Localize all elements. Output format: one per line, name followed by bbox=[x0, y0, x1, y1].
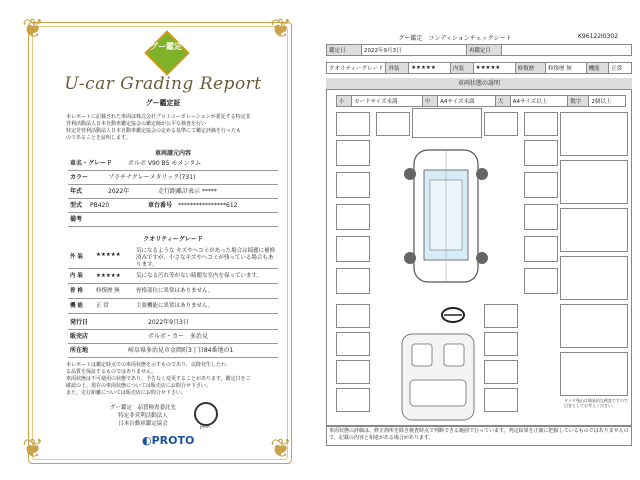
ornament-icon: ❦ bbox=[270, 14, 292, 44]
intro-line: のであることを証明します。 bbox=[66, 135, 131, 141]
footer-line: る品質を保証するものではありません。 bbox=[66, 369, 157, 375]
panel-box bbox=[336, 360, 370, 384]
bottom-note: 車両状態の評価は、修正箇所を除き検査時点で判断できる範囲で行っています。判定結果を正確に把握しているものではありませんので、記載の内容と相違がある場合があります。 bbox=[326, 426, 632, 446]
ornament-icon: ❦ bbox=[270, 434, 292, 464]
panel-box bbox=[336, 304, 370, 328]
grade-label: クオリティーグレード bbox=[327, 63, 386, 74]
panel-box bbox=[560, 112, 628, 156]
grade-value: ★★★★★ bbox=[409, 63, 451, 74]
row-key: 備考 bbox=[70, 216, 83, 223]
certificate-label: グー鑑定証 bbox=[145, 99, 181, 107]
panel-box bbox=[560, 352, 628, 396]
explain-title: 車両状態の説明 bbox=[326, 78, 632, 90]
section-vehicle: 車両請元内容 bbox=[154, 150, 191, 157]
row-value: ボルボ V90 B5 モメンタム bbox=[128, 160, 202, 167]
issue-row bbox=[68, 331, 278, 344]
vehicle-row bbox=[68, 158, 278, 171]
grade-key: 修復歴 bbox=[515, 63, 545, 74]
panel-box bbox=[484, 388, 518, 412]
recheck-value bbox=[502, 45, 632, 56]
scale-value: 2個以上 bbox=[589, 96, 626, 107]
row-key: 内 装 bbox=[70, 273, 83, 279]
scale-value: A4サイズ以上 bbox=[510, 96, 568, 107]
panel-box bbox=[336, 332, 370, 356]
panel-box bbox=[336, 388, 370, 412]
row-key: 型式 bbox=[70, 202, 83, 209]
scale-value: カードサイズ未満 bbox=[352, 96, 423, 107]
issue-row bbox=[68, 345, 278, 358]
vehicle-row bbox=[68, 200, 278, 213]
panel-box bbox=[412, 108, 482, 138]
date-table bbox=[326, 44, 632, 56]
org-line: グー鑑定 品質検査委託先 bbox=[109, 405, 176, 411]
org-line: 日本自動車鑑定協会 bbox=[118, 421, 168, 427]
footer-line: 本レポートは鑑定時点での車両状態を示すものであり、以降発生したわ bbox=[66, 362, 227, 368]
row-key: 機 能 bbox=[70, 303, 83, 309]
grade-value: ★★★★★ bbox=[473, 63, 515, 74]
jaaa-label: JAAA bbox=[200, 424, 210, 429]
star-rating: ★★★★★ bbox=[96, 273, 121, 279]
footer-line: また、走行距離については販売店にお問合せ下さい。 bbox=[66, 390, 186, 396]
panel-box bbox=[376, 112, 410, 136]
panel-box bbox=[484, 360, 518, 384]
scale-key: 小 bbox=[337, 96, 352, 107]
sheet-title: グー鑑定 コンディションチェックシート bbox=[398, 35, 512, 42]
scale-key: 大 bbox=[495, 96, 510, 107]
logo-text: グー鑑定 bbox=[150, 42, 182, 51]
org-block bbox=[98, 404, 188, 428]
row-value: ボルボ・カー 多治見 bbox=[148, 333, 209, 340]
ornament-icon: ❦ bbox=[22, 14, 44, 44]
row-value: 主要機能に異常はありません。 bbox=[136, 303, 214, 309]
proto-text: PROTO bbox=[151, 434, 195, 447]
row-key: 所在地 bbox=[70, 347, 89, 354]
function-status: 正 常 bbox=[96, 303, 109, 309]
vehicle-row bbox=[68, 186, 278, 199]
panel-box bbox=[524, 236, 558, 262]
scale-key: 数字 bbox=[568, 96, 589, 107]
grade-key: 外装 bbox=[386, 63, 409, 74]
intro-text bbox=[66, 114, 276, 142]
row-key: 外 装 bbox=[70, 254, 83, 260]
ornament-icon: ❦ bbox=[22, 434, 44, 464]
grading-certificate bbox=[8, 4, 308, 474]
intro-line: 特定非営利活動法人日本自動車鑑定協会の定める基準にて鑑定評価を行ったも bbox=[66, 128, 242, 134]
panel-box bbox=[336, 112, 370, 136]
grade-key: 内装 bbox=[451, 63, 474, 74]
row-key: カラー bbox=[70, 174, 89, 181]
row-key: 発行日 bbox=[70, 319, 89, 326]
panel-box bbox=[560, 160, 628, 204]
panel-box bbox=[524, 140, 558, 166]
panel-box bbox=[336, 236, 370, 262]
repair-history: 修復歴 無 bbox=[96, 288, 120, 294]
row-value: ****************612 bbox=[178, 202, 238, 209]
recheck-label: 再鑑定日 bbox=[467, 45, 502, 56]
scale-table bbox=[336, 95, 626, 107]
steering-wheel-icon bbox=[440, 306, 466, 324]
panel-box bbox=[336, 204, 370, 230]
row-value: プラチナグレーメタリック(731) bbox=[108, 174, 196, 181]
panel-box bbox=[560, 208, 628, 252]
row-key: 骨 格 bbox=[70, 288, 83, 294]
intro-line: 本レポートに記載された車両は株式会社プロトコーポレーションが委託する特定非 bbox=[66, 114, 251, 120]
row-value: 気になるような キズやヘコミがあった場合は綺麗に補修済みですが、小さなキズやヘコミが残っている場合もあります。 bbox=[136, 248, 276, 268]
footer-line: 車両状態は不可使用の状態であり、予告なく変更することがあります。鑑定日をご bbox=[66, 376, 251, 382]
vehicle-row bbox=[68, 172, 278, 185]
row-value: 2022年 bbox=[108, 188, 130, 195]
date-label: 鑑定日 bbox=[327, 45, 362, 56]
quality-row bbox=[68, 300, 278, 314]
vehicle-row bbox=[68, 214, 278, 227]
panel-box bbox=[336, 268, 370, 294]
panel-box bbox=[560, 256, 628, 300]
sheet-id: K96122I0302 bbox=[578, 33, 619, 40]
grade-table bbox=[326, 62, 632, 74]
quality-row bbox=[68, 246, 278, 269]
row-value: 2022年9月3日 bbox=[148, 319, 189, 326]
issue-row bbox=[68, 317, 278, 330]
row-key: 販売店 bbox=[70, 333, 89, 340]
panel-box bbox=[524, 172, 558, 198]
panel-box bbox=[484, 332, 518, 356]
panel-box bbox=[484, 304, 518, 328]
row-key: 車名・グレード bbox=[70, 160, 113, 167]
row-value: 気になる汚れ等がない綺麗な室内を保っています。 bbox=[136, 273, 263, 279]
row-value: 岐阜県多治見市金岡町3丁目84番地の1 bbox=[128, 347, 234, 354]
row-key: 年式 bbox=[70, 188, 83, 195]
grade-value: 修復歴 無 bbox=[546, 63, 587, 74]
panel-box bbox=[524, 204, 558, 230]
car-interior-view bbox=[388, 330, 488, 424]
row-value: 走行距離計表示 ***** bbox=[158, 188, 217, 195]
date-value: 2022年9月3日 bbox=[362, 45, 467, 56]
scale-value: A4サイズ未満 bbox=[438, 96, 496, 107]
quality-row bbox=[68, 285, 278, 299]
row-value: PB420 bbox=[90, 202, 110, 209]
panel-box bbox=[524, 112, 558, 136]
quality-row bbox=[68, 270, 278, 284]
proto-mark-icon: ◐ bbox=[142, 434, 152, 447]
org-line: 特定非営利活動法人 bbox=[118, 413, 168, 419]
tire-note: タイヤ残山は簡易的な検査ですので目安としてお考えください。 bbox=[564, 398, 628, 408]
jaaa-emblem-icon bbox=[194, 402, 218, 426]
panel-box bbox=[484, 112, 518, 136]
grade-key: 機能 bbox=[586, 63, 609, 74]
panel-box bbox=[524, 268, 558, 294]
row-value: 骨格部位に異常はありません。 bbox=[136, 288, 214, 294]
grade-value: 正常 bbox=[609, 63, 632, 74]
car-top-view bbox=[396, 146, 496, 286]
scale-key: 中 bbox=[423, 96, 438, 107]
proto-logo bbox=[142, 434, 202, 447]
footer-notes bbox=[66, 362, 280, 397]
panel-box bbox=[560, 304, 628, 348]
report-title: U-car Grading Report bbox=[64, 74, 262, 94]
star-rating: ★★★★★ bbox=[96, 252, 121, 258]
panel-box bbox=[336, 140, 370, 166]
section-quality: クオリティーグレード bbox=[143, 236, 203, 243]
footer-line: 確認の上、現在の車両状態については販売店にお問合せ下さい。 bbox=[66, 383, 211, 389]
row-key: 車台番号 bbox=[148, 202, 173, 209]
intro-line: 営利活動法人日本自動車鑑定協会の鑑定師が公平な検査を行い bbox=[66, 121, 207, 127]
panel-box bbox=[336, 172, 370, 198]
